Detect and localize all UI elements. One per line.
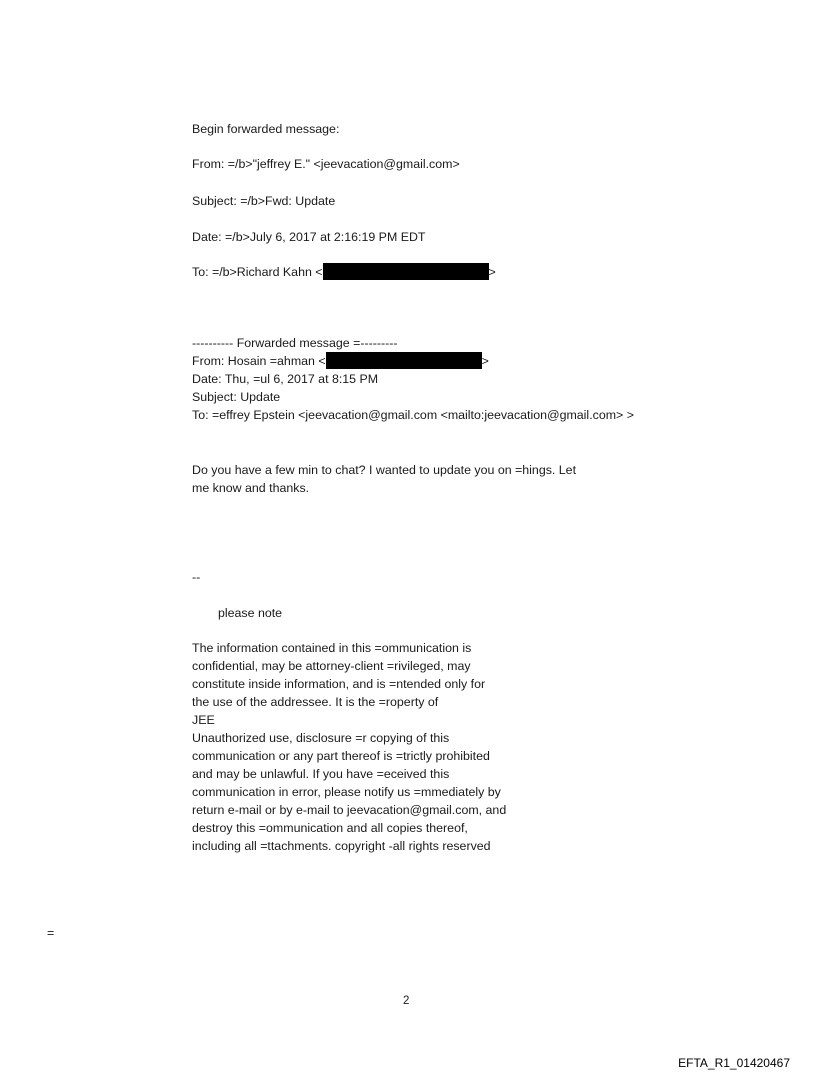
forwarded-to: To: =effrey Epstein <jeevacation@gmail.com <mailto:jeevacation@gmail.com> > bbox=[192, 408, 634, 422]
disclaimer-line: including all =ttachments. copyright -all rights reserved bbox=[192, 839, 491, 853]
disclaimer-line: communication or any part thereof is =trictly prohibited bbox=[192, 749, 490, 763]
disclaimer-line: JEE bbox=[192, 713, 215, 727]
forwarded-separator: ---------- Forwarded message =--------- bbox=[192, 336, 398, 350]
header-to bbox=[192, 263, 496, 281]
header-subject: Subject: =/b>Fwd: Update bbox=[192, 194, 336, 208]
page-number: 2 bbox=[403, 995, 410, 1007]
disclaimer-line: The information contained in this =ommunication is bbox=[192, 641, 472, 655]
disclaimer-line: confidential, may be attorney-client =rivileged, may bbox=[192, 659, 471, 673]
redaction-bar bbox=[323, 263, 489, 280]
disclaimer-line: constitute inside information, and is =ntended only for bbox=[192, 677, 486, 691]
forwarded-subject: Subject: Update bbox=[192, 390, 281, 404]
forward-intro: Begin forwarded message: bbox=[192, 122, 340, 136]
redaction-bar bbox=[326, 352, 482, 369]
forwarded-date: Date: Thu, =ul 6, 2017 at 8:15 PM bbox=[192, 372, 379, 386]
disclaimer-line: and may be unlawful. If you have =eceived this bbox=[192, 767, 450, 781]
signature-note: please note bbox=[218, 606, 283, 620]
header-from: From: =/b>"jeffrey E." <jeevacation@gmail.com> bbox=[192, 157, 460, 171]
disclaimer-line: destroy this =ommunication and all copies thereof, bbox=[192, 821, 468, 835]
body-line-2: me know and thanks. bbox=[192, 481, 310, 495]
trailing-equals-mark: = bbox=[47, 926, 55, 940]
header-to-suffix: > bbox=[488, 265, 496, 279]
document-id: EFTA_R1_01420467 bbox=[678, 1056, 790, 1070]
disclaimer-line: return e-mail or by e-mail to jeevacation@gmail.com, and bbox=[192, 803, 507, 817]
signature-dashes: -- bbox=[192, 570, 201, 584]
header-date: Date: =/b>July 6, 2017 at 2:16:19 PM EDT bbox=[192, 230, 426, 244]
forwarded-from bbox=[192, 352, 489, 370]
disclaimer-line: Unauthorized use, disclosure =r copying of this bbox=[192, 731, 450, 745]
disclaimer-line: communication in error, please notify us =mmediately by bbox=[192, 785, 501, 799]
body-line-1: Do you have a few min to chat? I wanted to update you on =hings. Let bbox=[192, 463, 577, 477]
forwarded-from-prefix: From: Hosain =ahman < bbox=[192, 354, 326, 368]
forwarded-from-suffix: > bbox=[481, 354, 489, 368]
header-to-prefix: To: =/b>Richard Kahn < bbox=[192, 265, 323, 279]
disclaimer-line: the use of the addressee. It is the =roperty of bbox=[192, 695, 439, 709]
